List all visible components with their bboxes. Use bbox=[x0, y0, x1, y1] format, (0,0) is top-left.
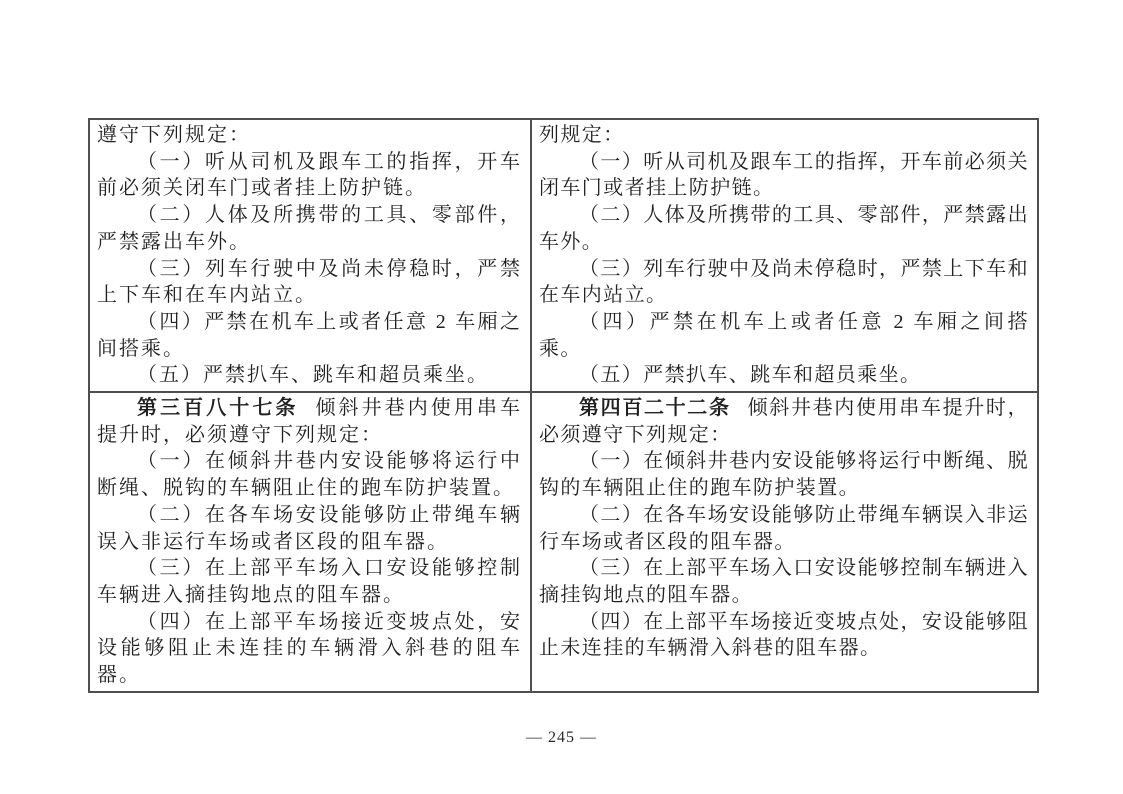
article-number: 第三百八十七条 bbox=[137, 397, 299, 420]
paragraph: （三）列车行驶中及尚未停稳时，严禁上下车和在车内站立。 bbox=[97, 257, 522, 307]
paragraph: （一）在倾斜井巷内安设能够将运行中断绳、脱钩的车辆阻止住的跑车防护装置。 bbox=[97, 450, 522, 500]
new-regulation-cell-article bbox=[531, 392, 1038, 692]
article-number: 第四百二十二条 bbox=[579, 397, 731, 420]
paragraph: （三）在上部平车场入口安设能够控制车辆进入摘挂钩地点的阻车器。 bbox=[539, 557, 1029, 606]
article-heading-paragraph bbox=[97, 395, 522, 448]
paragraph: （二）在各车场安设能够防止带绳车辆误入非运行车场或者区段的阻车器。 bbox=[539, 503, 1029, 553]
paragraph: （五）严禁扒车、跳车和超员乘坐。 bbox=[579, 364, 922, 387]
paragraph: 列规定： bbox=[539, 124, 625, 146]
article-lead-text: 倾斜井巷内使用串车提升时，必须遵守下列规定： bbox=[97, 397, 523, 446]
paragraph: （二）人体及所携带的工具、零部件，严禁露出车外。 bbox=[97, 204, 522, 253]
old-regulation-cell-continuation bbox=[89, 119, 531, 392]
paragraph: （三）在上部平车场入口安设能够控制车辆进入摘挂钩地点的阻车器。 bbox=[97, 557, 522, 606]
table-row-article bbox=[89, 392, 1038, 692]
paragraph: （一）听从司机及跟车工的指挥，开车前必须关闭车门或者挂上防护链。 bbox=[539, 150, 1029, 200]
paragraph: （四）在上部平车场接近变坡点处，安设能够阻止未连挂的车辆滑入斜巷的阻车器。 bbox=[539, 610, 1029, 660]
paragraph: （一）在倾斜井巷内安设能够将运行中断绳、脱钩的车辆阻止住的跑车防护装置。 bbox=[539, 450, 1029, 500]
old-regulation-cell-article bbox=[89, 392, 531, 692]
paragraph: （三）列车行驶中及尚未停稳时，严禁上下车和在车内站立。 bbox=[539, 257, 1029, 307]
paragraph: （二）在各车场安设能够防止带绳车辆误入非运行车场或者区段的阻车器。 bbox=[97, 503, 522, 553]
paragraph: （四）严禁在机车上或者任意 2 车厢之间搭乘。 bbox=[97, 310, 522, 360]
paragraph: 遵守下列规定： bbox=[97, 124, 251, 146]
paragraph: （四）严禁在机车上或者任意 2 车厢之间搭乘。 bbox=[539, 310, 1029, 360]
paragraph: （一）听从司机及跟车工的指挥，开车前必须关闭车门或者挂上防护链。 bbox=[97, 150, 522, 200]
paragraph: （五）严禁扒车、跳车和超员乘坐。 bbox=[137, 364, 489, 387]
article-lead-text: 倾斜井巷内使用串车提升时，必须遵守下列规定： bbox=[539, 397, 1029, 446]
new-regulation-cell-continuation bbox=[531, 119, 1038, 392]
paragraph: （二）人体及所携带的工具、零部件，严禁露出车外。 bbox=[539, 204, 1029, 253]
paragraph: （四）在上部平车场接近变坡点处，安设能够阻止未连挂的车辆滑入斜巷的阻车器。 bbox=[97, 610, 522, 687]
table-row-continuation bbox=[89, 119, 1038, 392]
page-number: — 245 — bbox=[526, 729, 597, 746]
article-heading-paragraph bbox=[539, 395, 1029, 448]
regulation-comparison-table bbox=[88, 118, 1039, 693]
